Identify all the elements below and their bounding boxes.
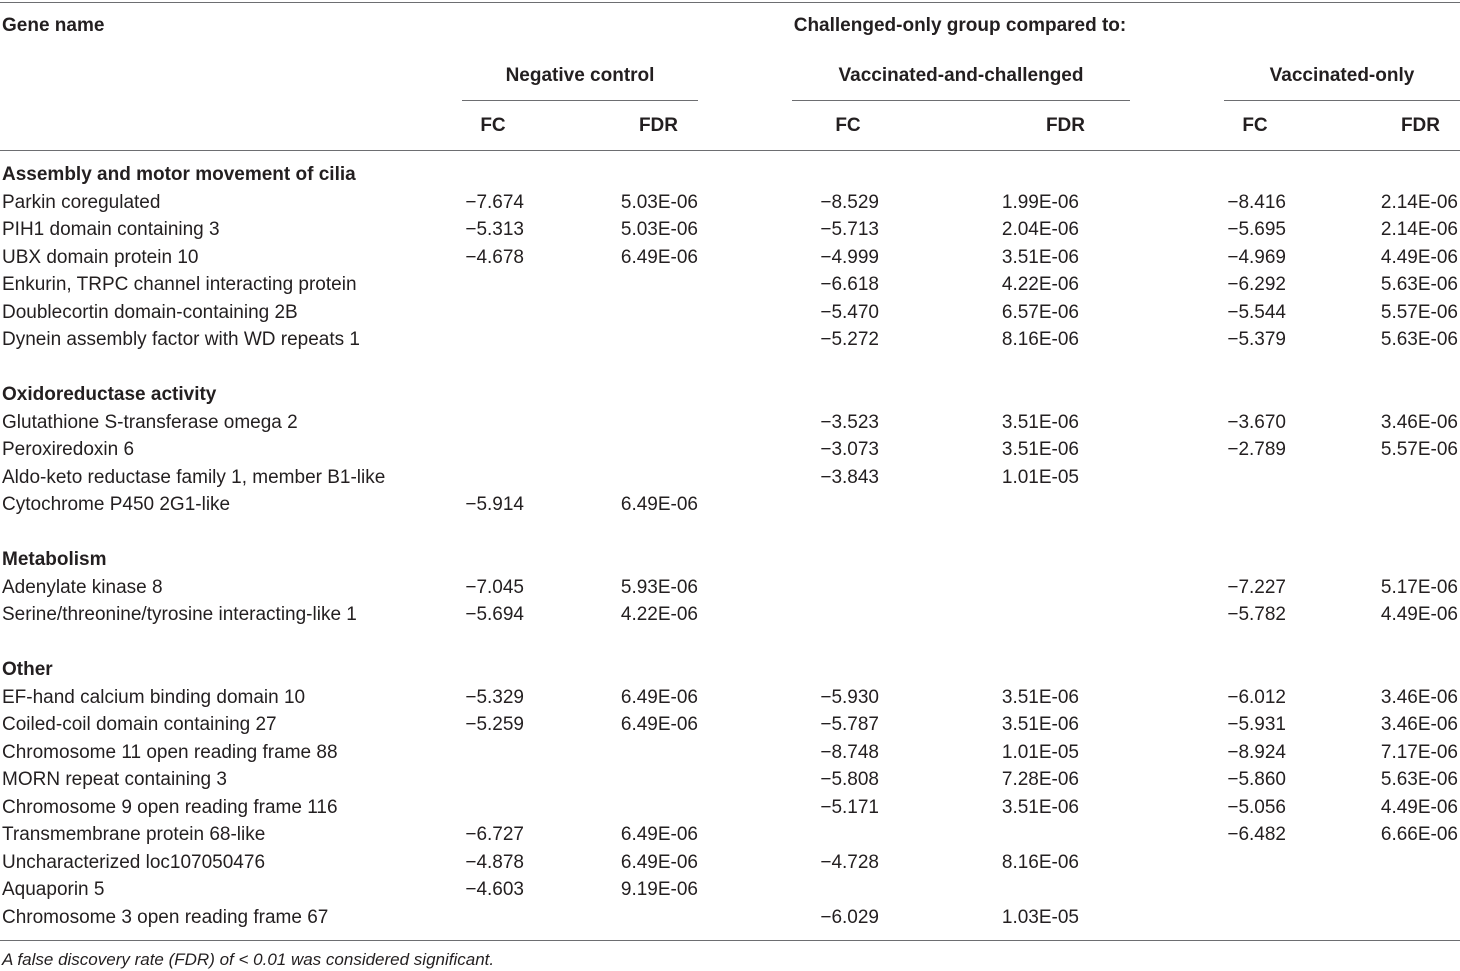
- fdr-cell-vaccinated-and-challenged: 3.51E-06: [1001, 714, 1079, 735]
- fdr-cell-vaccinated-and-challenged: 8.16E-06: [1001, 329, 1079, 350]
- gene-cell: Doublecortin domain-containing 2B: [2, 301, 298, 323]
- fdr-header-vaccinated-only: FDR: [1400, 115, 1440, 136]
- fc-header-vaccinated-only: FC: [1242, 115, 1268, 136]
- fdr-cell-negative-control: 5.03E-06: [620, 191, 698, 213]
- fc-cell-negative-control: −5.259: [465, 714, 524, 735]
- fc-cell-vaccinated-and-challenged: −6.029: [820, 906, 879, 928]
- fc-cell-vaccinated-and-challenged: −5.171: [820, 796, 879, 818]
- fc-cell-vaccinated-and-challenged: −5.713: [820, 219, 879, 240]
- fc-cell-vaccinated-and-challenged: −3.073: [820, 439, 879, 460]
- gene-cell: Adenylate kinase 8: [2, 576, 163, 598]
- fc-cell-vaccinated-only: −4.969: [1227, 246, 1286, 268]
- fdr-cell-negative-control: 5.03E-06: [620, 219, 698, 240]
- fdr-cell-vaccinated-only: 2.14E-06: [1380, 191, 1458, 213]
- fdr-cell-vaccinated-only: 5.57E-06: [1380, 439, 1458, 460]
- gene-cell: Chromosome 9 open reading frame 116: [2, 796, 338, 818]
- gene-cell: Aquaporin 5: [2, 879, 105, 900]
- fdr-cell-vaccinated-and-challenged: 1.03E-05: [1001, 906, 1079, 928]
- gene-cell: EF-hand calcium binding domain 10: [2, 686, 306, 708]
- table-footnote: A false discovery rate (FDR) of < 0.01 was considered significant.: [2, 950, 495, 969]
- fc-cell-vaccinated-only: −5.056: [1227, 796, 1286, 818]
- fdr-cell-vaccinated-only: 5.63E-06: [1380, 274, 1458, 295]
- fc-cell-negative-control: −7.045: [465, 576, 524, 598]
- fdr-cell-negative-control: 9.19E-06: [620, 879, 698, 900]
- fdr-cell-vaccinated-only: 3.46E-06: [1380, 686, 1458, 708]
- gene-cell: Transmembrane protein 68-like: [2, 824, 266, 845]
- fdr-cell-vaccinated-and-challenged: 3.51E-06: [1001, 686, 1079, 708]
- gene-cell: UBX domain protein 10: [2, 246, 199, 268]
- fdr-cell-vaccinated-only: 2.14E-06: [1380, 219, 1458, 240]
- gene-cell: Dynein assembly factor with WD repeats 1: [2, 329, 360, 350]
- fc-cell-vaccinated-and-challenged: −6.618: [820, 274, 879, 295]
- fc-cell-vaccinated-and-challenged: −5.272: [820, 329, 879, 350]
- fdr-header-vaccinated-and-challenged: FDR: [1045, 115, 1085, 136]
- fc-cell-vaccinated-only: −8.924: [1227, 741, 1286, 763]
- fc-cell-vaccinated-only: −5.695: [1227, 219, 1286, 240]
- fc-cell-vaccinated-and-challenged: −3.843: [820, 466, 879, 488]
- gene-cell: Enkurin, TRPC channel interacting protein: [2, 274, 357, 295]
- fdr-cell-negative-control: 6.49E-06: [620, 851, 698, 873]
- fdr-cell-vaccinated-and-challenged: 6.57E-06: [1001, 301, 1079, 323]
- fc-cell-vaccinated-only: −5.860: [1227, 769, 1286, 790]
- span-title-header: Challenged-only group compared to:: [793, 15, 1127, 36]
- section-title: Assembly and motor movement of cilia: [2, 164, 356, 185]
- fc-cell-vaccinated-and-challenged: −5.470: [820, 301, 879, 323]
- group-header-vaccinated-and-challenged: Vaccinated-and-challenged: [838, 65, 1084, 86]
- fdr-cell-vaccinated-and-challenged: 3.51E-06: [1001, 796, 1079, 818]
- fdr-cell-negative-control: 6.49E-06: [620, 714, 698, 735]
- fdr-cell-vaccinated-and-challenged: 3.51E-06: [1001, 411, 1079, 433]
- fdr-cell-vaccinated-and-challenged: 2.04E-06: [1001, 219, 1079, 240]
- gene-cell: Uncharacterized loc107050476: [2, 851, 266, 873]
- fc-cell-vaccinated-and-challenged: −8.748: [820, 741, 879, 763]
- gene-cell: Aldo-keto reductase family 1, member B1-like: [2, 466, 386, 488]
- table-bottom-rule: [0, 940, 1460, 941]
- fdr-cell-negative-control: 6.49E-06: [620, 494, 698, 515]
- fdr-cell-vaccinated-only: 6.66E-06: [1380, 824, 1458, 845]
- header-bottom-rule: [0, 150, 1460, 151]
- fdr-header-negative-control: FDR: [638, 115, 678, 136]
- fdr-cell-vaccinated-only: 5.17E-06: [1380, 576, 1458, 598]
- fdr-cell-vaccinated-and-challenged: 3.51E-06: [1001, 246, 1079, 268]
- gene-cell: Parkin coregulated: [2, 191, 161, 213]
- fc-cell-vaccinated-and-challenged: −5.808: [820, 769, 879, 790]
- fdr-cell-negative-control: 4.22E-06: [620, 604, 698, 625]
- fc-cell-vaccinated-and-challenged: −4.728: [820, 851, 879, 873]
- fdr-cell-vaccinated-and-challenged: 1.99E-06: [1001, 191, 1079, 213]
- section-title: Other: [2, 659, 53, 680]
- fdr-cell-vaccinated-only: 4.49E-06: [1380, 246, 1458, 268]
- fc-cell-vaccinated-only: −5.544: [1227, 301, 1286, 323]
- fc-cell-vaccinated-and-challenged: −8.529: [820, 191, 879, 213]
- fc-cell-negative-control: −5.329: [465, 686, 524, 708]
- fc-cell-negative-control: −5.694: [465, 604, 524, 625]
- fdr-cell-vaccinated-only: 4.49E-06: [1380, 796, 1458, 818]
- fc-cell-vaccinated-only: −6.482: [1227, 824, 1286, 845]
- table-top-rule: [0, 2, 1460, 3]
- fc-cell-vaccinated-only: −5.782: [1227, 604, 1286, 625]
- fdr-cell-negative-control: 5.93E-06: [620, 576, 698, 598]
- fc-cell-negative-control: −4.878: [465, 851, 524, 873]
- fdr-cell-vaccinated-only: 7.17E-06: [1380, 741, 1458, 763]
- fc-cell-vaccinated-only: −8.416: [1227, 191, 1286, 213]
- fc-cell-vaccinated-and-challenged: −5.787: [820, 714, 879, 735]
- fc-cell-vaccinated-only: −6.292: [1227, 274, 1286, 295]
- gene-cell: Serine/threonine/tyrosine interacting-like 1: [2, 604, 357, 625]
- gene-cell: Chromosome 11 open reading frame 88: [2, 741, 338, 763]
- fc-cell-negative-control: −4.603: [465, 879, 524, 900]
- fdr-cell-vaccinated-only: 5.57E-06: [1380, 301, 1458, 323]
- gene-cell: PIH1 domain containing 3: [2, 219, 220, 240]
- fc-cell-vaccinated-only: −7.227: [1227, 576, 1286, 598]
- fdr-cell-vaccinated-and-challenged: 8.16E-06: [1001, 851, 1079, 873]
- fc-cell-vaccinated-only: −3.670: [1227, 411, 1286, 433]
- gene-cell: Chromosome 3 open reading frame 67: [2, 906, 329, 928]
- fc-cell-negative-control: −6.727: [465, 824, 524, 845]
- gene-cell: Coiled-coil domain containing 27: [2, 714, 277, 735]
- group-rule-negative-control: [462, 100, 698, 101]
- fdr-cell-vaccinated-only: 3.46E-06: [1380, 411, 1458, 433]
- group-header-negative-control: Negative control: [505, 65, 655, 86]
- fdr-cell-negative-control: 6.49E-06: [620, 686, 698, 708]
- gene-cell: Glutathione S-transferase omega 2: [2, 411, 298, 433]
- fdr-cell-negative-control: 6.49E-06: [620, 246, 698, 268]
- fdr-cell-vaccinated-only: 3.46E-06: [1380, 714, 1458, 735]
- fdr-cell-negative-control: 6.49E-06: [620, 824, 698, 845]
- gene-cell: Cytochrome P450 2G1-like: [2, 494, 231, 515]
- group-rule-vaccinated-only: [1224, 100, 1460, 101]
- fc-cell-negative-control: −7.674: [465, 191, 524, 213]
- fdr-cell-vaccinated-and-challenged: 1.01E-05: [1001, 466, 1079, 488]
- fdr-cell-vaccinated-only: 5.63E-06: [1380, 769, 1458, 790]
- fdr-cell-vaccinated-only: 4.49E-06: [1380, 604, 1458, 625]
- fc-cell-vaccinated-and-challenged: −4.999: [820, 246, 879, 268]
- fc-cell-vaccinated-only: −5.379: [1227, 329, 1286, 350]
- fc-cell-negative-control: −4.678: [465, 246, 524, 268]
- fc-cell-negative-control: −5.313: [465, 219, 524, 240]
- fc-header-negative-control: FC: [480, 115, 506, 136]
- section-title: Oxidoreductase activity: [2, 384, 217, 405]
- fdr-cell-vaccinated-and-challenged: 3.51E-06: [1001, 439, 1079, 460]
- section-title: Metabolism: [2, 549, 107, 570]
- fc-cell-vaccinated-only: −2.789: [1227, 439, 1286, 460]
- group-header-vaccinated-only: Vaccinated-only: [1269, 65, 1415, 86]
- gene-cell: Peroxiredoxin 6: [2, 439, 135, 460]
- fdr-cell-vaccinated-only: 5.63E-06: [1380, 329, 1458, 350]
- gene-cell: MORN repeat containing 3: [2, 769, 227, 790]
- fdr-cell-vaccinated-and-challenged: 4.22E-06: [1001, 274, 1079, 295]
- fc-cell-vaccinated-and-challenged: −3.523: [820, 411, 879, 433]
- fc-header-vaccinated-and-challenged: FC: [835, 115, 861, 136]
- fdr-cell-vaccinated-and-challenged: 1.01E-05: [1001, 741, 1079, 763]
- fc-cell-vaccinated-only: −6.012: [1227, 686, 1286, 708]
- fc-cell-vaccinated-only: −5.931: [1227, 714, 1286, 735]
- fc-cell-negative-control: −5.914: [465, 494, 524, 515]
- fc-cell-vaccinated-and-challenged: −5.930: [820, 686, 879, 708]
- group-rule-vaccinated-and-challenged: [792, 100, 1130, 101]
- gene-name-header: Gene name: [2, 15, 105, 36]
- fdr-cell-vaccinated-and-challenged: 7.28E-06: [1001, 769, 1079, 790]
